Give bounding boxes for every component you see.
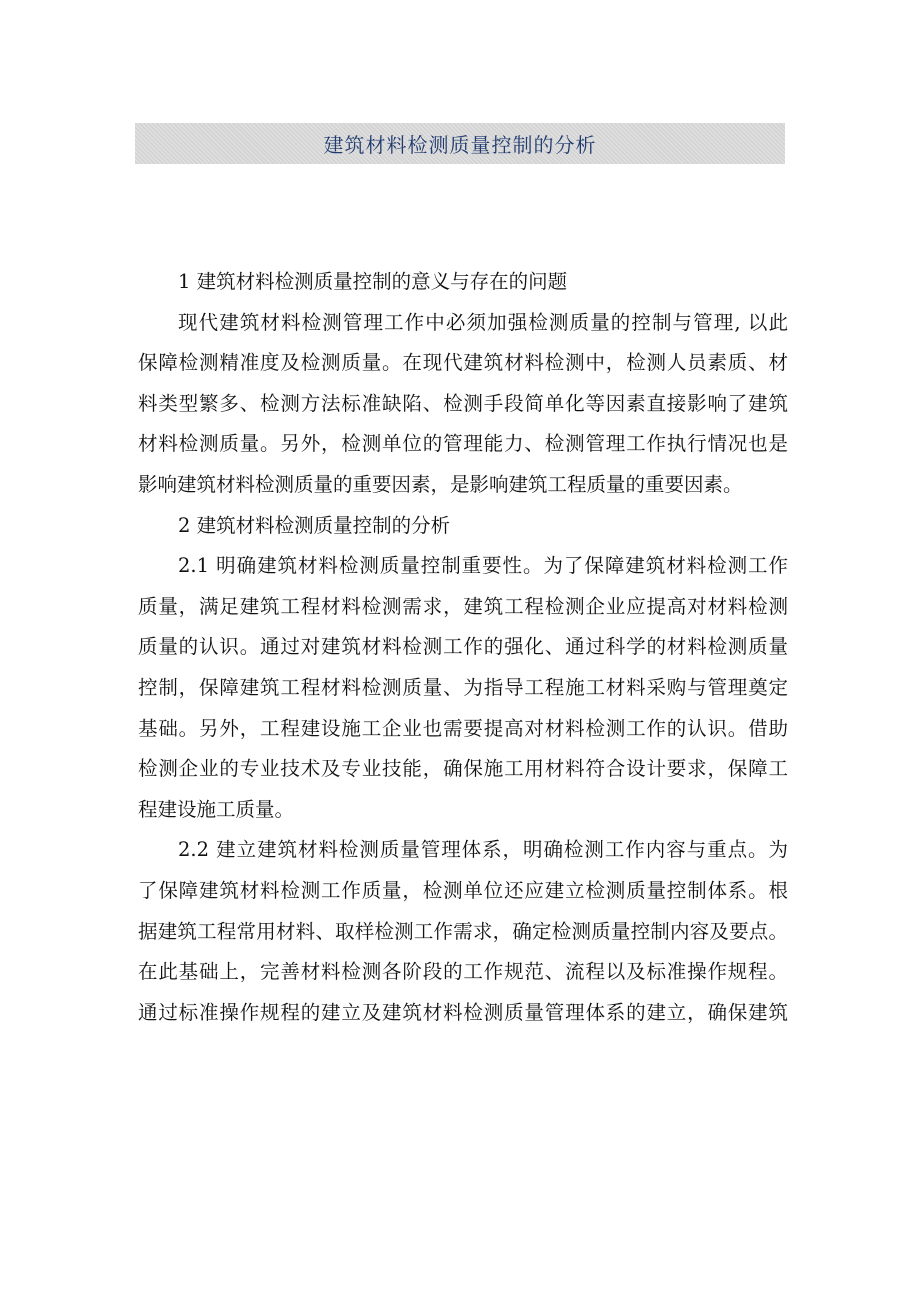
document-title: 建筑材料检测质量控制的分析 <box>323 133 597 157</box>
text-line: 料类型繁多、检测方法标准缺陷、检测手段简单化等因素直接影响了建筑 <box>138 391 788 415</box>
text-line: 现代建筑材料检测管理工作中必须加强检测质量的控制与管理, 以此 <box>178 310 788 334</box>
text-line: 在此基础上，完善材料检测各阶段的工作规范、流程以及标准操作规程。 <box>138 960 788 984</box>
text-line: 保障检测精准度及检测质量。在现代建筑材料检测中，检测人员素质、材 <box>138 351 788 375</box>
text-line: 质量，满足建筑工程材料检测需求，建筑工程检测企业应提高对材料检测 <box>138 594 788 618</box>
text-line: 了保障建筑材料检测工作质量，检测单位还应建立检测质量控制体系。根 <box>138 878 788 902</box>
text-line: 质量的认识。通过对建筑材料检测工作的强化、通过科学的材料检测质量 <box>138 635 788 659</box>
text-line: 程建设施工质量。 <box>138 797 295 821</box>
text-line: 检测企业的专业技术及专业技能，确保施工用材料符合设计要求，保障工 <box>138 757 788 781</box>
text-line: 通过标准操作规程的建立及建筑材料检测质量管理体系的建立，确保建筑 <box>138 1000 788 1024</box>
title-banner <box>135 123 785 164</box>
document-body <box>138 262 788 1033</box>
text-line: 控制，保障建筑工程材料检测质量、为指导工程施工材料采购与管理奠定 <box>138 675 788 699</box>
text-line: 影响建筑材料检测质量的重要因素，是影响建筑工程质量的重要因素。 <box>138 472 743 496</box>
text-line: 2.1 明确建筑材料检测质量控制重要性。为了保障建筑材料检测工作 <box>178 554 788 578</box>
text-line: 2 建筑材料检测质量控制的分析 <box>178 513 451 537</box>
text-line: 材料检测质量。另外，检测单位的管理能力、检测管理工作执行情况也是 <box>138 432 788 456</box>
text-line: 基础。另外，工程建设施工企业也需要提高对材料检测工作的认识。借助 <box>138 716 788 740</box>
text-line: 1 建筑材料检测质量控制的意义与存在的问题 <box>178 270 568 293</box>
text-line: 据建筑工程常用材料、取样检测工作需求，确定检测质量控制内容及要点。 <box>138 919 788 943</box>
text-line: 2.2 建立建筑材料检测质量管理体系，明确检测工作内容与重点。为 <box>178 838 788 862</box>
